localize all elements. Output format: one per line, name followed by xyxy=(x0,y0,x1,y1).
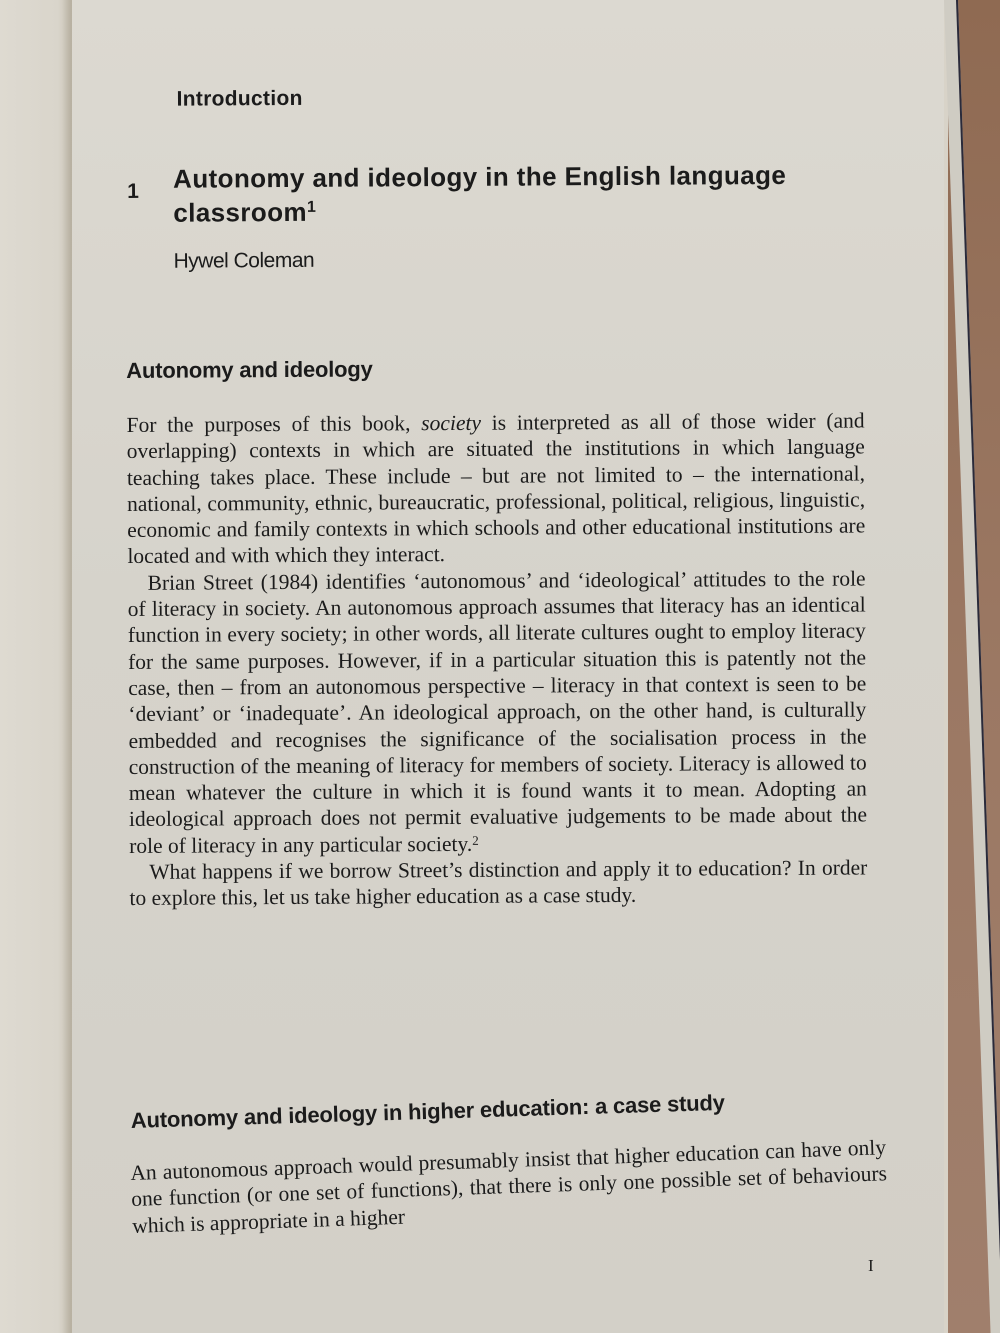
paragraph xyxy=(127,565,867,859)
footnote-ref: 2 xyxy=(472,832,479,848)
section-heading: Autonomy and ideology in higher education: a case study xyxy=(130,1089,726,1133)
paragraph-text: is interpreted as all of those wider (and overlapping) contexts in which are situated the institutions in which language teaching takes place. These include – but are not limited to – the international, national, community, ethnic, bureaucratic, professional, political, religious, linguistic, economic and family contexts in which schools and other educational institutions are located and with which they interact. xyxy=(126,408,866,569)
section-heading: Autonomy and ideology xyxy=(126,356,373,383)
chapter-number: 1 xyxy=(127,179,139,203)
chapter-title xyxy=(173,158,813,230)
chapter-title-footnote-ref: 1 xyxy=(306,198,317,216)
running-header: Introduction xyxy=(176,86,303,111)
page-number: I xyxy=(868,1256,874,1275)
chapter-author: Hywel Coleman xyxy=(173,248,315,273)
paragraph-text: For the purposes of this book, xyxy=(126,411,422,437)
section-body xyxy=(127,407,868,911)
paragraph: An autonomous approach would presumably insist that higher education can have only one function (or one set of functions), that there is only one possible set of behaviours which is appropriate in a higher xyxy=(130,1135,888,1238)
paragraph-text: Brian Street (1984) identifies ‘autonomous’ and ‘ideological’ attitudes to the role of literacy in society. An autonomous approach assumes that literacy has an identical function in every society; in other words, all literate cultures ought to employ literacy for the same purposes. However, if in a particular situation this is patently not the case, then – from an autonomous perspective – literacy in that context is seen to be ‘deviant’ or ‘inadequate’. An ideological approach, on the other hand, is culturally embedded and recognises the significance of the socialisation process in the construction of the meaning of literacy for members of society. Literacy is allowed to mean whatever the culture in which it is found wants it to mean. Adopting an ideological approach does not permit evaluative judgements to be made about the role of literacy in any particular society. xyxy=(127,566,868,858)
chapter-title-text: Autonomy and ideology in the English language classroom xyxy=(173,159,787,228)
paragraph: What happens if we borrow Street’s distinction and apply it to education? In order to explore this, let us take higher education as a case study. xyxy=(129,855,868,911)
italic-term: society xyxy=(421,410,482,436)
paragraph xyxy=(127,407,866,569)
